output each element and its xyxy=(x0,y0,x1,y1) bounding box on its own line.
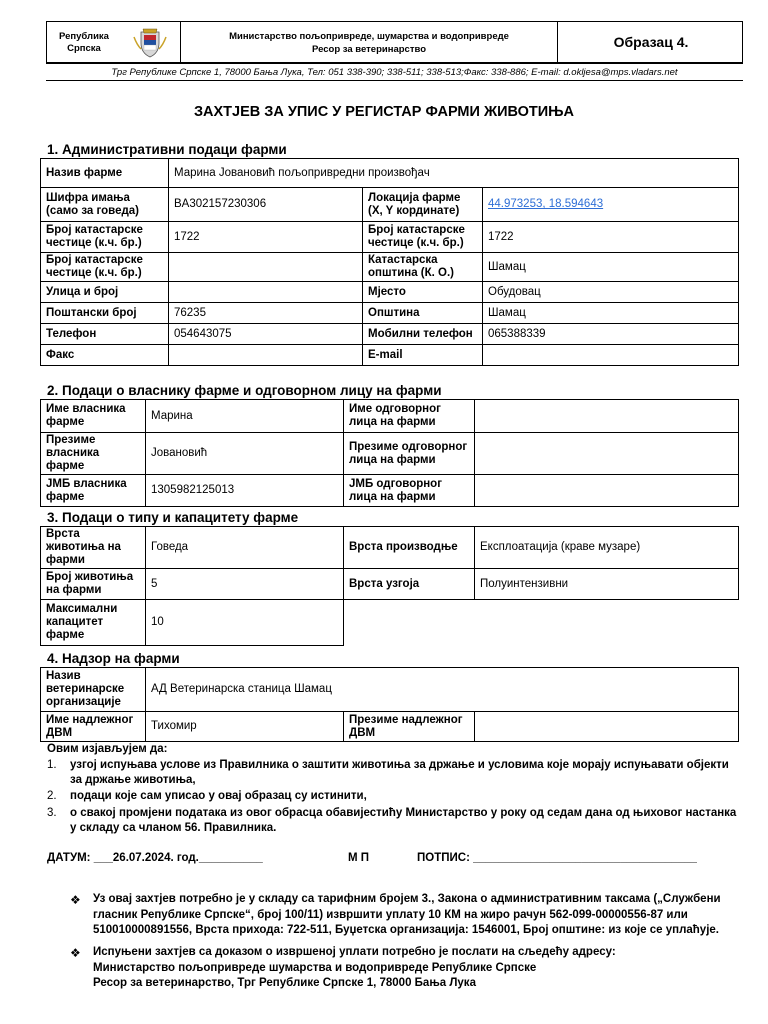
republic-name xyxy=(59,31,109,55)
republic-line-2: Српска xyxy=(67,43,101,54)
owner-name-label: Име власника фарме xyxy=(41,400,146,433)
cadastral-label: Број катастарске честице (к.ч. бр.) xyxy=(41,253,169,282)
cadastral-municipality-field[interactable]: Шамац xyxy=(483,253,739,282)
species-field[interactable]: Говеда xyxy=(146,527,344,569)
postal-code-label: Поштански број xyxy=(41,303,169,324)
date-line xyxy=(47,852,263,864)
street-label: Улица и број xyxy=(41,282,169,303)
responsible-name-label: Име одговорног лица на фарми xyxy=(344,400,475,433)
document-title: ЗАХТЈЕВ ЗА УПИС У РЕГИСТАР ФАРМИ ЖИВОТИЊА xyxy=(193,104,575,120)
production-type-label: Врста производње xyxy=(344,527,475,569)
cadastral-field[interactable]: 1722 xyxy=(483,222,739,253)
supervision-table xyxy=(40,667,739,742)
street-field[interactable] xyxy=(169,282,363,303)
place-field[interactable]: Обудовац xyxy=(483,282,739,303)
declaration-item: узгој испуњава услове из Правилника о заштити животиња за држање и условима које морају испуњавати објекти за држање животиња, xyxy=(70,759,729,786)
list-number: 2. xyxy=(47,790,57,802)
email-field[interactable] xyxy=(483,345,739,366)
capacity-label: Максимални капацитет фарме xyxy=(41,600,146,646)
responsible-name-field[interactable] xyxy=(475,400,739,433)
owner-jmb-label: ЈМБ власника фарме xyxy=(41,475,146,507)
dvm-name-field[interactable]: Тихомир xyxy=(146,712,344,742)
admin-data-table xyxy=(40,158,739,366)
animal-count-label: Број животиња на фарми xyxy=(41,569,146,600)
phone-label: Телефон xyxy=(41,324,169,345)
estate-code-field[interactable]: BA302157230306 xyxy=(169,188,363,222)
section-2-title: 2. Подаци о власнику фарме и одговорном лицу на фарми xyxy=(47,383,442,398)
mailing-address-line: Министарство пољопривреде шумарства и водопривреде Републике Српске xyxy=(93,962,537,974)
dvm-name-label: Име надлежног ДВМ xyxy=(41,712,146,742)
location-field[interactable] xyxy=(483,188,739,222)
estate-code-label: Шифра имања (само за говеда) xyxy=(41,188,169,222)
section-3-title: 3. Подаци о типу и капацитету фарме xyxy=(47,510,299,525)
mailing-note: Испуњени захтјев са доказом о извршеној уплати потребно је послати на сљедећу адресу: xyxy=(93,946,616,958)
empty-cell xyxy=(344,600,739,646)
production-type-field[interactable]: Експлоатација (краве музаре) xyxy=(475,527,739,569)
email-label: E-mail xyxy=(363,345,483,366)
bullet-diamond-icon: ❖ xyxy=(70,893,81,907)
ministry-name xyxy=(181,30,557,56)
dvm-surname-label: Презиме надлежног ДВМ xyxy=(344,712,475,742)
farm-type-table xyxy=(40,526,739,646)
fax-field[interactable] xyxy=(169,345,363,366)
municipality-label: Општина xyxy=(363,303,483,324)
location-label: Локација фарме (X, Y кординате) xyxy=(363,188,483,222)
cadastral-municipality-label: Катастарска општина (К. О.) xyxy=(363,253,483,282)
owner-jmb-field[interactable]: 1305982125013 xyxy=(146,475,344,507)
capacity-field[interactable]: 10 xyxy=(146,600,344,646)
responsible-surname-label: Презиме одговорног лица на фарми xyxy=(344,433,475,475)
breeding-type-label: Врста узгоја xyxy=(344,569,475,600)
declaration-intro: Овим изјављујем да: xyxy=(47,743,168,755)
owner-surname-field[interactable]: Јовановић xyxy=(146,433,344,475)
responsible-jmb-label: ЈМБ одговорног лица на фарми xyxy=(344,475,475,507)
section-1-title: 1. Административни подаци фарми xyxy=(47,142,287,157)
responsible-jmb-field[interactable] xyxy=(475,475,739,507)
list-number: 1. xyxy=(47,759,57,771)
responsible-surname-field[interactable] xyxy=(475,433,739,475)
municipality-field[interactable]: Шамац xyxy=(483,303,739,324)
date-label: ДАТУМ: xyxy=(47,852,91,864)
date-field[interactable]: ___26.07.2024. год.__________ xyxy=(93,852,263,864)
mailing-address-line: Ресор за ветеринарство, Трг Републике Српске 1, 78000 Бања Лука xyxy=(93,977,476,989)
header-rule xyxy=(46,80,743,81)
phone-field[interactable]: 054643075 xyxy=(169,324,363,345)
address-line: Трг Републике Српске 1, 78000 Бања Лука, Тел: 051 338-390; 338-511; 338-513;Факс: 338-886; E-mail: d.okljesa@mps.vladars.net xyxy=(111,67,678,78)
vet-organization-label: Назив ветеринарске организације xyxy=(41,668,146,712)
farm-name-field[interactable]: Марина Јовановић пољопривредни произвођач xyxy=(169,159,739,188)
ministry-line-1: Министарство пољопривреде, шумарства и водопривреде xyxy=(229,31,509,42)
dvm-surname-field[interactable] xyxy=(475,712,739,742)
cadastral-label: Број катастарске честице (к.ч. бр.) xyxy=(41,222,169,253)
owner-table xyxy=(40,399,739,507)
cadastral-field[interactable]: 1722 xyxy=(169,222,363,253)
place-label: Мјесто xyxy=(363,282,483,303)
payment-note: Уз овај захтјев потребно је у складу са тарифним бројем 3., Закона о административним таксама („Службени гласник Републике Српске“, број 100/11) извршити уплату 10 КМ на жиро рачун 562-099-00000556-87 или 510010000891556, Врста прихода: 722-511, Буџетска организација: 1546001, Број општине: из које се уплаћује. xyxy=(93,893,721,936)
header-box xyxy=(46,21,743,63)
section-4-title: 4. Надзор на фарми xyxy=(47,651,180,666)
list-number: 3. xyxy=(47,807,57,819)
cadastral-label: Број катастарске честице (к.ч. бр.) xyxy=(363,222,483,253)
form-label: Образац 4. xyxy=(613,34,689,50)
cadastral-field[interactable] xyxy=(169,253,363,282)
coat-of-arms-icon xyxy=(131,27,169,59)
bullet-diamond-icon: ❖ xyxy=(70,946,81,960)
declaration-item: о свакој промјени података из овог обрасца обавијестићу Министарство у року од седам дана од њиховог настанка у складу са чланом 56. Правилника. xyxy=(70,807,737,834)
declaration-item: подаци које сам уписао у овај образац су истинити, xyxy=(70,790,367,802)
postal-code-field[interactable]: 76235 xyxy=(169,303,363,324)
owner-surname-label: Презиме власника фарме xyxy=(41,433,146,475)
fax-label: Факс xyxy=(41,345,169,366)
stamp-label: М П xyxy=(348,852,370,864)
mobile-field[interactable]: 065388339 xyxy=(483,324,739,345)
vet-organization-field[interactable]: АД Ветеринарска станица Шамац xyxy=(146,668,739,712)
signature-line[interactable]: ПОТПИС: ___________________________________ xyxy=(417,852,697,864)
header-rule xyxy=(46,63,743,64)
animal-count-field[interactable]: 5 xyxy=(146,569,344,600)
species-label: Врста животиња на фарми xyxy=(41,527,146,569)
ministry-line-2: Ресор за ветеринарство xyxy=(311,44,427,55)
farm-name-label: Назив фарме xyxy=(41,159,169,188)
mobile-label: Мобилни телефон xyxy=(363,324,483,345)
breeding-type-field[interactable]: Полуинтензивни xyxy=(475,569,739,600)
owner-name-field[interactable]: Марина xyxy=(146,400,344,433)
location-link[interactable]: 44.973253, 18.594643 xyxy=(488,198,604,210)
republic-line-1: Република xyxy=(59,31,109,42)
